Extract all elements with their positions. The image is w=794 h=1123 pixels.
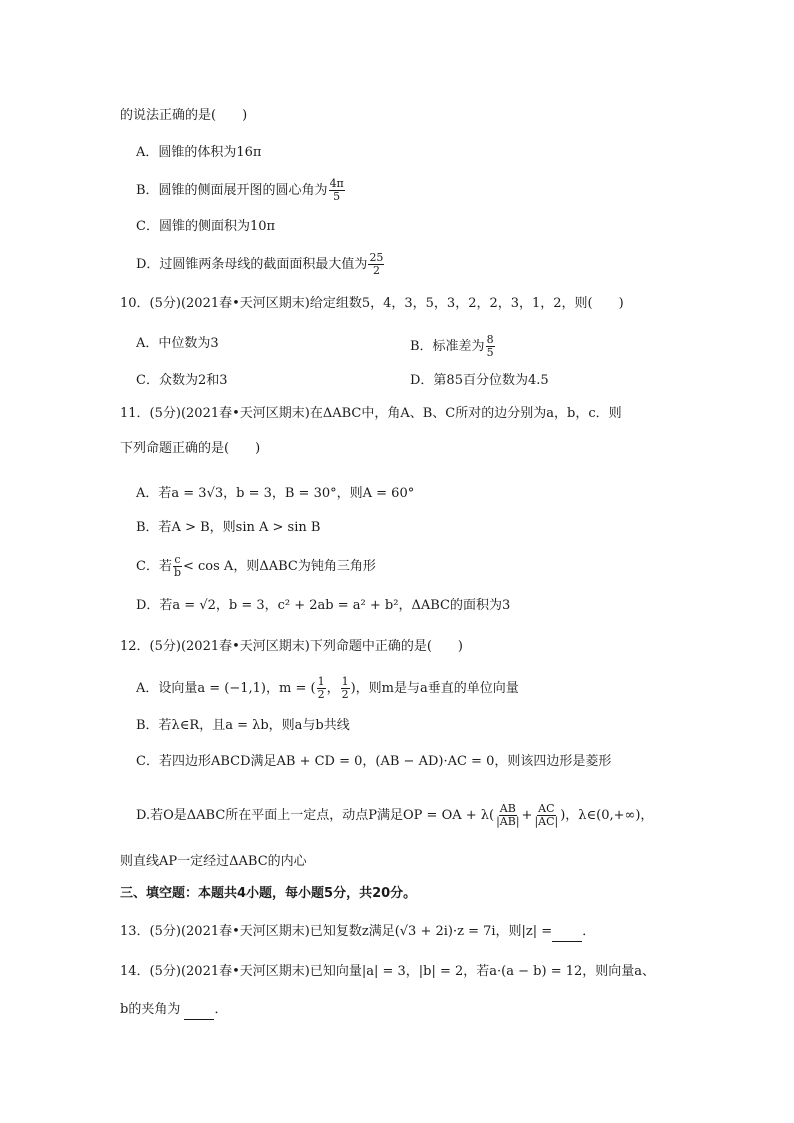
q11-option-d: D．若a = √2，b = 3，c² + 2ab = a² + b²，ΔABC的面积为3 <box>136 598 511 613</box>
q10-stem: 10．(5分)(2021春•天河区期末)给定组数5，4，3，5，3，2，2，3，1，2，则( ) <box>120 296 624 311</box>
fraction: $\frac{25}{2}$ <box>369 251 384 277</box>
q10-option-c: C．众数为2和3 <box>136 373 228 388</box>
q10-option-b: B．标准差为 $\frac{8}{5}$ <box>410 333 494 359</box>
q10-option-d: D．第85百分位数为4.5 <box>410 373 549 388</box>
q9-option-d: D．过圆锥两条母线的截面面积最大值为 $\frac{25}{2}$ <box>136 251 384 277</box>
fraction: $\frac{1}{2}$ <box>341 675 349 701</box>
q11-stem-line1: 11．(5分)(2021春•天河区期末)在ΔABC中，角A、B、C所对的边分别为a，b，c．则 <box>120 406 622 421</box>
q14-line1: 14．(5分)(2021春•天河区期末)已知向量|a| = 3，|b| = 2，若a·(a − b) = 12，则向量a、 <box>120 964 656 979</box>
section-heading: 三、填空题：本题共4小题，每小题5分，共20分。 <box>120 886 417 901</box>
q11-option-a: A．若a = 3√3，b = 3，B = 30°，则A = 60° <box>136 486 415 501</box>
q12-stem: 12．(5分)(2021春•天河区期末)下列命题中正确的是( ) <box>120 639 463 654</box>
fraction: $\frac{AC}{|AC|}$ <box>534 802 559 828</box>
q11-option-b: B．若A > B，则sin A > sin B <box>136 520 321 535</box>
q10-option-a: A．中位数为3 <box>136 336 219 351</box>
q11-stem-line2: 下列命题正确的是( ) <box>120 441 261 456</box>
q9-stem-tail: 的说法正确的是( ) <box>120 108 248 123</box>
fraction: $\frac{c}{b}$ <box>173 553 181 579</box>
q9-option-b: B．圆锥的侧面展开图的圆心角为 $\frac{4\pi}{5}$ <box>136 177 344 203</box>
fraction: $\frac{4\pi}{5}$ <box>329 177 344 203</box>
q12-option-d-line2: 则直线AP一定经过ΔABC的内心 <box>120 854 307 869</box>
q11-option-c: C．若 $\frac{c}{b}$ < cos A，则ΔABC为钝角三角形 <box>136 553 376 579</box>
q9-option-c: C．圆锥的侧面积为10π <box>136 219 276 234</box>
q12-option-a: A．设向量a = (−1,1)，m = ( $\frac{1}{2}$ ， $\frac{1}{2}$ )，则m是与a垂直的单位向量 <box>136 675 519 701</box>
q12-option-c: C．若四边形ABCD满足AB + CD = 0，(AB − AD)·AC = 0，则该四边形是菱形 <box>136 754 612 769</box>
fraction: $\frac{8}{5}$ <box>486 333 494 359</box>
q12-option-b: B．若λ∈R，且a = λb，则a与b共线 <box>136 718 350 733</box>
answer-blank <box>184 1005 214 1020</box>
q9-option-a: A．圆锥的体积为16π <box>136 145 262 160</box>
q14-line2: b的夹角为 ． <box>120 1000 227 1020</box>
fraction: $\frac{AB}{|AB|}$ <box>496 802 520 828</box>
fraction: $\frac{1}{2}$ <box>317 675 325 701</box>
answer-blank <box>552 927 582 942</box>
q13: 13．(5分)(2021春•天河区期末)已知复数z满足(√3 + 2i)·z = 7i，则|z| = ． <box>120 922 595 942</box>
q12-option-d: D.若O是ΔABC所在平面上一定点，动点P满足OP = OA + λ( $\frac{AB}{|AB|}$ + $\frac{AC}{|AC|}$ )，λ∈(0,+∞)， <box>136 802 654 828</box>
